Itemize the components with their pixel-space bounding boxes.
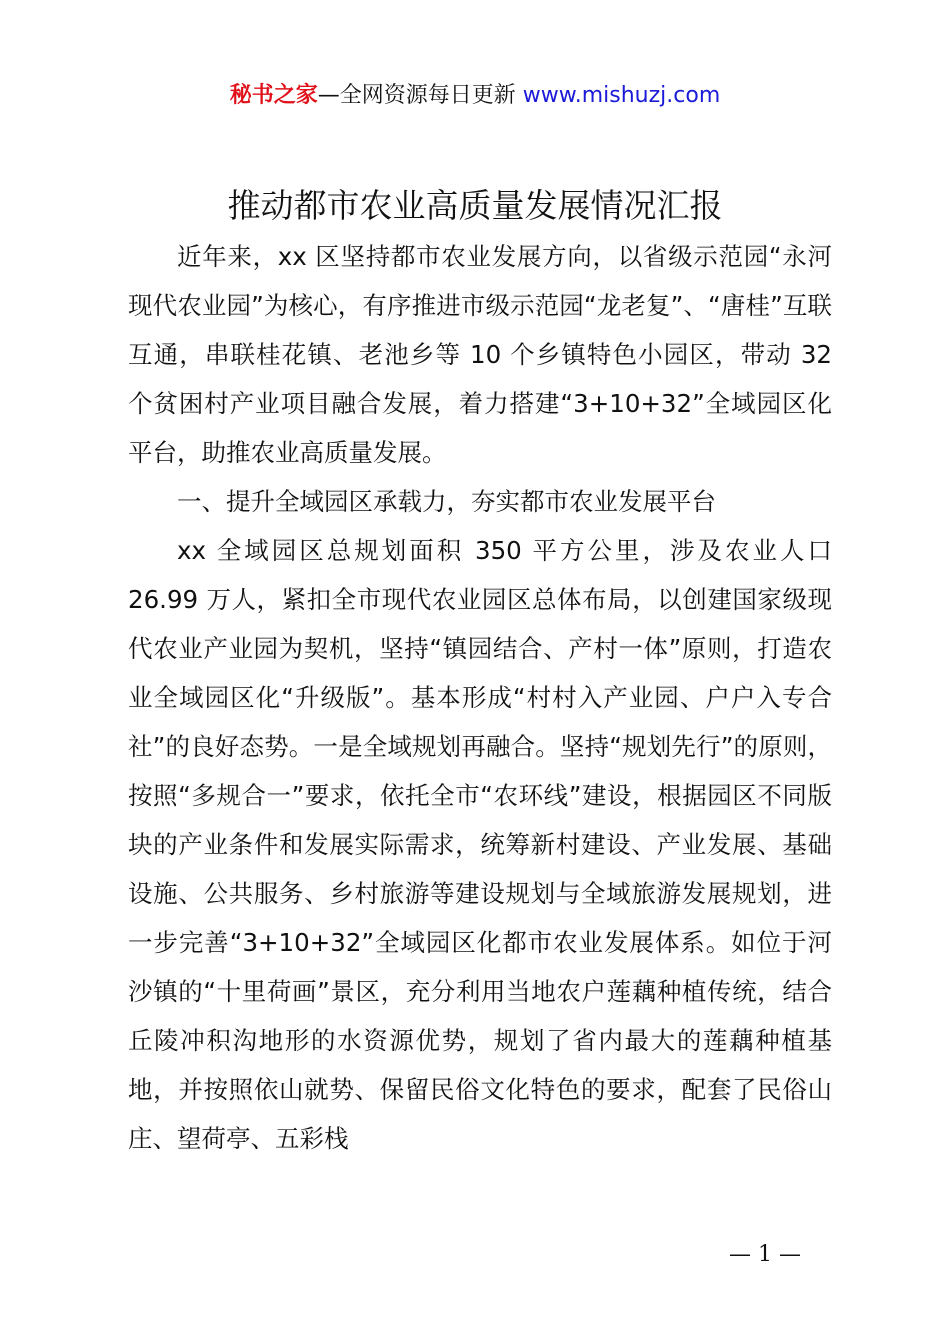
header-dash: —	[317, 83, 340, 108]
section-heading: 一、提升全域园区承载力，夯实都市农业发展平台	[177, 487, 716, 516]
document-body	[128, 232, 832, 1163]
paragraph-section-1: xx 全域园区总规划面积 350 平方公里，涉及农业人口26.99 万人，紧扣全市现代农业园区总体布局，以创建国家级现代农业产业园为契机，坚持“镇园结合、产村一体”原则，打造农业全域园区化“升级版”。基本形成“村村入产业园、户户入专合社”的良好态势。一是全域规划再融合。坚持“规划先行”的原则，按照“多规合一”要求，依托全市“农环线”建设，根据园区不同版块的产业条件和发展实际需求，统筹新村建设、产业发展、基础设施、公共服务、乡村旅游等建设规划与全域旅游发展规划，进一步完善“3+10+32”全域园区化都市农业发展体系。如位于河沙镇的“十里荷画”景区，充分利用当地农户莲藕种植传统，结合丘陵冲积沟地形的水资源优势，规划了省内最大的莲藕种植基地，并按照依山就势、保留民俗文化特色的要求，配套了民俗山庄、望荷亭、五彩栈	[128, 536, 832, 1153]
document-title: 推动都市农业高质量发展情况汇报	[227, 186, 723, 225]
header-tagline: 全网资源每日更新	[339, 83, 523, 108]
site-url-link[interactable]: www.mishuzj.com	[522, 83, 721, 108]
paragraph-intro: 近年来，xx 区坚持都市农业发展方向，以省级示范园“永河现代农业园”为核心，有序推进市级示范园“龙老复”、“唐桂”互联互通，串联桂花镇、老池乡等 10 个乡镇特色小园区，带动 32 个贫困村产业项目融合发展，着力搭建“3+10+32”全域园区化平台，助推农业高质量发展。	[128, 242, 832, 467]
brand-name: 秘书之家	[229, 83, 318, 108]
page-number: — 1 —	[729, 1242, 801, 1267]
site-header	[0, 80, 950, 112]
